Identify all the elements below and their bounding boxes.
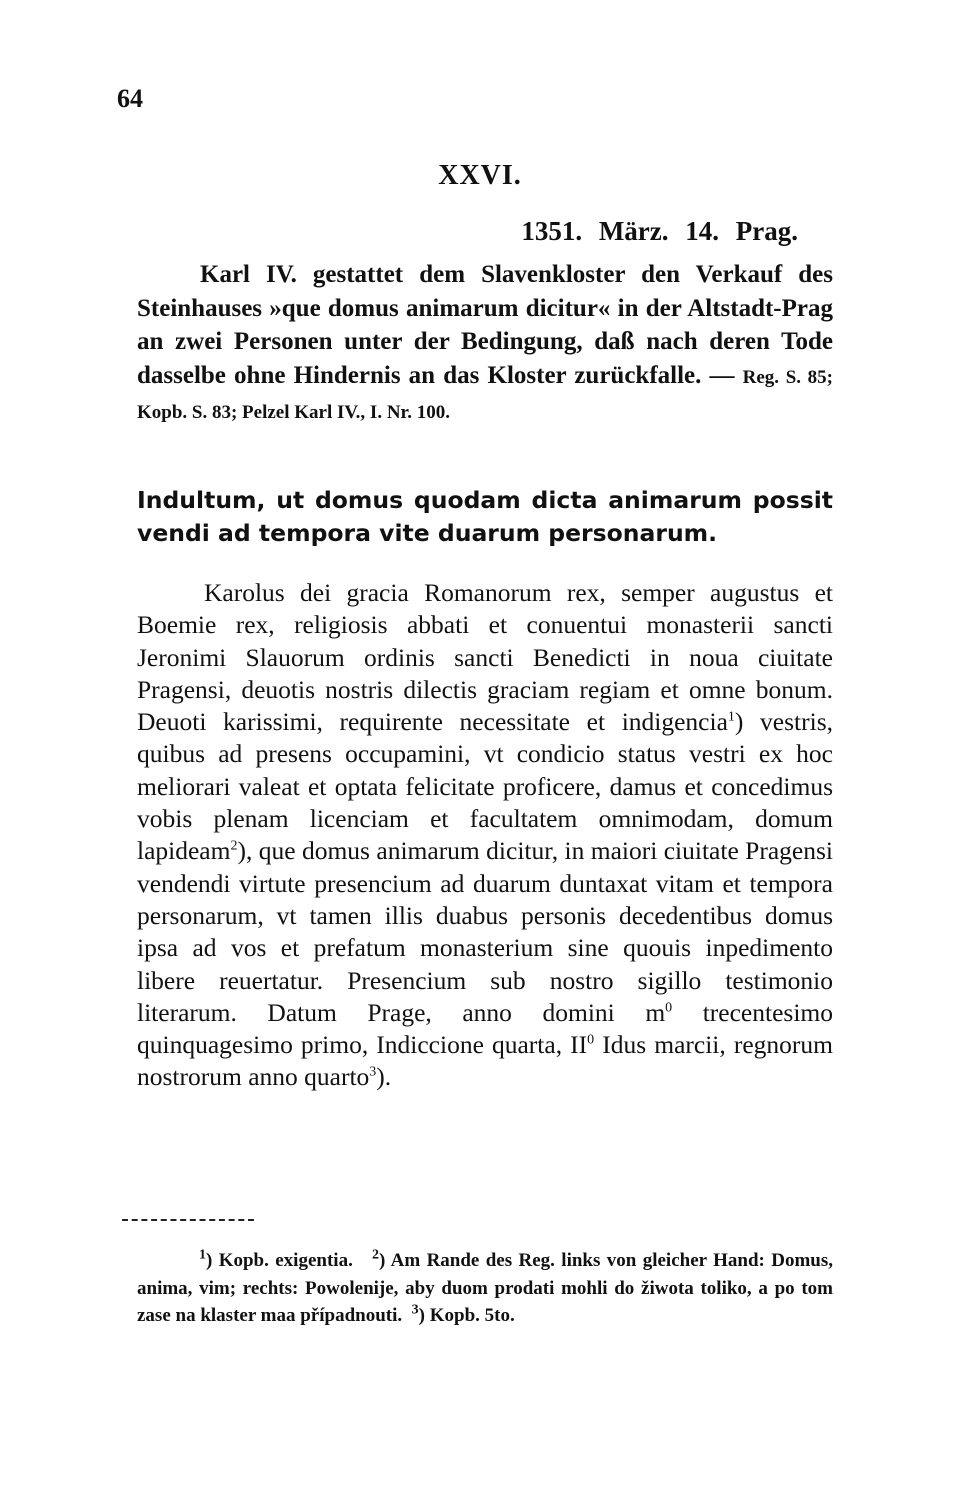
footnote-divider [122, 1219, 254, 1221]
ordinal-superscript: 0 [587, 1032, 595, 1048]
charter-text-part: ) vestris, quibus ad presens occupamini, vt condicio status vestri ex hoc meliorari valeat et optata felicitate proficere, damus et concedimus vobis plenam licenciam et facultatem omnimodam, domum lapideam [137, 707, 833, 866]
regest-summary [137, 258, 833, 430]
footnote-3 [411, 1302, 515, 1326]
regest-references: Reg. S. 85; Kopb. S. 83; Pelzel Karl IV., I. Nr. 100. [137, 366, 833, 423]
footnote-mark: 1 [199, 1247, 206, 1263]
footnote-ref-2: 2 [230, 838, 238, 854]
footnote-1 [199, 1247, 353, 1271]
footnotes [137, 1247, 833, 1330]
charter-text-part: Idus marcii, regnorum nostrorum anno quarto [137, 1030, 833, 1092]
footnote-text: ) Am Rande des Reg. links von gleicher Hand: Domus, anima, vim; rechts: Powolenije, aby duom prodati mohli do žiwota toliko, a po tom zase na klaster maa případnouti. [137, 1250, 833, 1326]
footnote-text: ) Kopb. 5to. [418, 1305, 515, 1326]
footnote-ref-1: 1 [727, 709, 735, 725]
latin-title: Indultum, ut domus quodam dicta animarum possit vendi ad tempora vite duarum personarum. [137, 486, 833, 547]
page-number: 64 [117, 84, 143, 113]
ordinal-superscript: 0 [665, 1000, 673, 1016]
charter-text-part: trecentesimo quinquagesimo primo, Indiccione quarta, II [137, 997, 833, 1060]
charter-text-part: ). [376, 1062, 392, 1092]
footnote-mark: 3 [411, 1302, 419, 1318]
charter-text [137, 577, 833, 1094]
charter-text-part: Karolus dei gracia Romanorum rex, semper augustus et Boemie rex, religiosis abbati et conuentui monasterii sancti Jeronimi Slauorum ordinis sancti Benedicti in noua ciuitate Pragensi, deuotis nostris dilectis graciam regiam et omne bonum. Deuoti karissimi, requirente necessitate et indigencia [137, 578, 833, 737]
date-line: 1351. März. 14. Prag. [521, 216, 798, 246]
document-number: XXVI. [438, 160, 522, 191]
regest-text: Karl IV. gestattet dem Slavenkloster den Verkauf des Steinhauses »que domus animarum dicitur« in der Altstadt-Prag an zwei Personen unter der Bedingung, daß nach deren Tode dasselbe ohne Hindernis an das Kloster zurückfalle. — [137, 261, 833, 389]
footnote-text: ) Kopb. exigentia. [206, 1250, 353, 1271]
footnote-mark: 2 [371, 1247, 379, 1263]
footnote-ref-3: 3 [369, 1064, 377, 1080]
charter-text-part: ), que domus animarum dicitur, in maiori ciuitate Pragensi vendendi virtute presencium ad duarum duntaxat vitam et tempora personarum, vt tamen illis duabus personis decedentibus domus ipsa ad vos et prefatum monasterium sine quouis inpedimento libere reuertatur. Presencium sub nostro sigillo testimonio literarum. Datum Prage, anno domini m [137, 836, 833, 1027]
